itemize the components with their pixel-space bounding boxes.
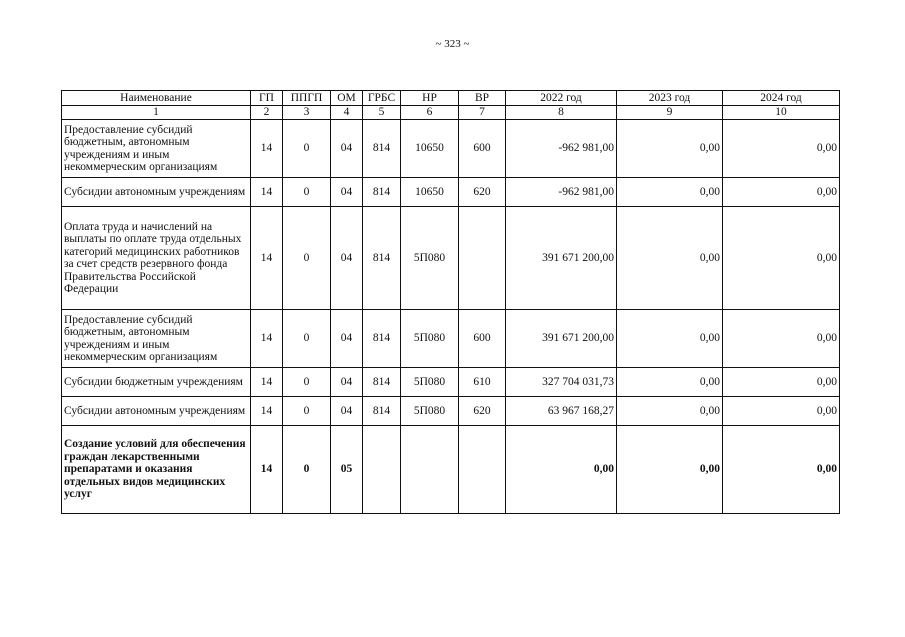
column-number: 1 — [62, 106, 251, 120]
row-vr: 620 — [459, 178, 506, 207]
column-number: 6 — [401, 106, 459, 120]
row-nr: 5П080 — [401, 207, 459, 310]
row-vr: 620 — [459, 397, 506, 426]
row-ppgp: 0 — [283, 397, 331, 426]
row-grbs: 814 — [363, 178, 401, 207]
header-row — [62, 91, 840, 106]
row-2024: 0,00 — [723, 310, 840, 368]
row-2022: -962 981,00 — [506, 120, 617, 178]
row-2022: 391 671 200,00 — [506, 310, 617, 368]
row-2022: -962 981,00 — [506, 178, 617, 207]
row-vr: 610 — [459, 368, 506, 397]
row-2024: 0,00 — [723, 120, 840, 178]
row-2022: 327 704 031,73 — [506, 368, 617, 397]
header-vr: ВР — [459, 91, 506, 106]
row-gp: 14 — [251, 178, 283, 207]
row-2024: 0,00 — [723, 397, 840, 426]
budget-table — [61, 90, 840, 514]
table-row — [62, 368, 840, 397]
row-2022: 63 967 168,27 — [506, 397, 617, 426]
table-row — [62, 426, 840, 514]
row-grbs — [363, 426, 401, 514]
row-grbs: 814 — [363, 368, 401, 397]
row-om: 05 — [331, 426, 363, 514]
row-vr — [459, 426, 506, 514]
row-2023: 0,00 — [617, 368, 723, 397]
row-nr — [401, 426, 459, 514]
row-ppgp: 0 — [283, 178, 331, 207]
row-2023: 0,00 — [617, 310, 723, 368]
page-number: ~ 323 ~ — [435, 38, 470, 50]
column-number: 2 — [251, 106, 283, 120]
column-number: 3 — [283, 106, 331, 120]
table-row — [62, 207, 840, 310]
header-ppgp: ППГП — [283, 91, 331, 106]
row-ppgp: 0 — [283, 426, 331, 514]
table-row — [62, 120, 840, 178]
row-nr: 10650 — [401, 120, 459, 178]
row-2023: 0,00 — [617, 120, 723, 178]
row-ppgp: 0 — [283, 368, 331, 397]
row-gp: 14 — [251, 368, 283, 397]
row-ppgp: 0 — [283, 120, 331, 178]
row-grbs: 814 — [363, 310, 401, 368]
row-name: Субсидии автономным учреждениям — [62, 178, 251, 207]
column-number: 4 — [331, 106, 363, 120]
row-gp: 14 — [251, 207, 283, 310]
row-2023: 0,00 — [617, 178, 723, 207]
row-ppgp: 0 — [283, 207, 331, 310]
row-om: 04 — [331, 397, 363, 426]
row-2024: 0,00 — [723, 426, 840, 514]
row-vr: 600 — [459, 120, 506, 178]
row-ppgp: 0 — [283, 310, 331, 368]
row-om: 04 — [331, 120, 363, 178]
table-row — [62, 397, 840, 426]
row-om: 04 — [331, 207, 363, 310]
column-number: 5 — [363, 106, 401, 120]
row-name: Субсидии автономным учреждениям — [62, 397, 251, 426]
row-name: Создание условий для обеспечения граждан лекарственными препаратами и оказания отдельных видов медицинских услуг — [62, 426, 251, 514]
table-row — [62, 310, 840, 368]
row-gp: 14 — [251, 310, 283, 368]
column-number: 8 — [506, 106, 617, 120]
row-2024: 0,00 — [723, 207, 840, 310]
row-gp: 14 — [251, 120, 283, 178]
row-grbs: 814 — [363, 207, 401, 310]
row-2022: 0,00 — [506, 426, 617, 514]
column-number-row — [62, 106, 840, 120]
row-2023: 0,00 — [617, 426, 723, 514]
header-gp: ГП — [251, 91, 283, 106]
row-name: Предоставление субсидий бюджетным, автономным учреждениям и иным некоммерческим организациям — [62, 120, 251, 178]
row-vr — [459, 207, 506, 310]
row-om: 04 — [331, 368, 363, 397]
row-gp: 14 — [251, 397, 283, 426]
column-number: 7 — [459, 106, 506, 120]
row-name: Предоставление субсидий бюджетным, автономным учреждениям и иным некоммерческим организациям — [62, 310, 251, 368]
header-nr: НР — [401, 91, 459, 106]
row-name: Субсидии бюджетным учреждениям — [62, 368, 251, 397]
header-2024: 2024 год — [723, 91, 840, 106]
row-2023: 0,00 — [617, 397, 723, 426]
row-grbs: 814 — [363, 397, 401, 426]
header-grbs: ГРБС — [363, 91, 401, 106]
row-nr: 5П080 — [401, 310, 459, 368]
row-2022: 391 671 200,00 — [506, 207, 617, 310]
row-grbs: 814 — [363, 120, 401, 178]
column-number: 10 — [723, 106, 840, 120]
row-nr: 5П080 — [401, 397, 459, 426]
row-gp: 14 — [251, 426, 283, 514]
header-2022: 2022 год — [506, 91, 617, 106]
row-2024: 0,00 — [723, 178, 840, 207]
header-om: ОМ — [331, 91, 363, 106]
row-2024: 0,00 — [723, 368, 840, 397]
row-nr: 10650 — [401, 178, 459, 207]
row-name: Оплата труда и начислений на выплаты по оплате труда отдельных категорий медицинских работников за счет средств резервного фонда Правительства Российской Федерации — [62, 207, 251, 310]
header-2023: 2023 год — [617, 91, 723, 106]
row-nr: 5П080 — [401, 368, 459, 397]
row-vr: 600 — [459, 310, 506, 368]
column-number: 9 — [617, 106, 723, 120]
row-2023: 0,00 — [617, 207, 723, 310]
header-name: Наименование — [62, 91, 251, 106]
row-om: 04 — [331, 178, 363, 207]
table-row — [62, 178, 840, 207]
row-om: 04 — [331, 310, 363, 368]
